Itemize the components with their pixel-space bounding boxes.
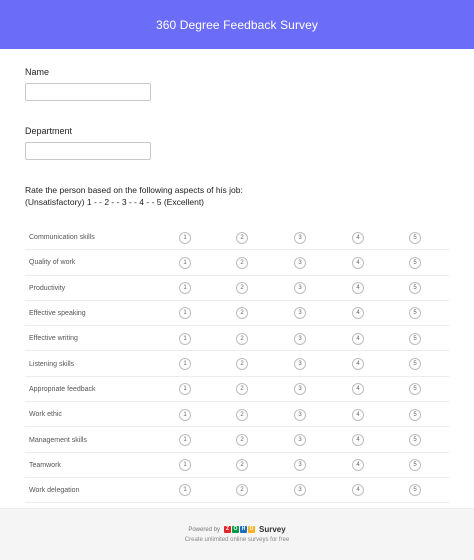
- rating-radio[interactable]: 5: [409, 257, 421, 269]
- rating-radio[interactable]: 2: [236, 434, 248, 446]
- matrix-row: [25, 250, 449, 275]
- rating-radio[interactable]: 5: [409, 333, 421, 345]
- rating-radio[interactable]: 2: [236, 358, 248, 370]
- footer: [0, 508, 474, 560]
- rating-radio[interactable]: 1: [179, 358, 191, 370]
- matrix-row: [25, 301, 449, 326]
- matrix-row: [25, 351, 449, 376]
- row-label: Effective speaking: [29, 310, 86, 318]
- rating-question: [25, 184, 445, 208]
- name-field[interactable]: [25, 83, 151, 101]
- rating-radio[interactable]: 4: [352, 232, 364, 244]
- rating-radio[interactable]: 5: [409, 282, 421, 294]
- department-label: Department: [25, 126, 73, 136]
- row-label: Teamwork: [29, 461, 61, 469]
- powered-by-row: [0, 525, 474, 534]
- row-label: Effective writing: [29, 335, 78, 343]
- brand-name[interactable]: Survey: [259, 525, 286, 534]
- rating-radio[interactable]: 5: [409, 383, 421, 395]
- rating-radio[interactable]: 3: [294, 459, 306, 471]
- zoho-logo[interactable]: [224, 526, 255, 533]
- matrix-row: [25, 478, 449, 503]
- rating-radio[interactable]: 3: [294, 409, 306, 421]
- row-label: Quality of work: [29, 259, 76, 267]
- rating-radio[interactable]: 2: [236, 282, 248, 294]
- matrix-row: [25, 427, 449, 452]
- rating-radio[interactable]: 2: [236, 307, 248, 319]
- rating-radio[interactable]: 5: [409, 232, 421, 244]
- rating-radio[interactable]: 1: [179, 459, 191, 471]
- rating-radio[interactable]: 5: [409, 434, 421, 446]
- rating-radio[interactable]: 3: [294, 282, 306, 294]
- rating-radio[interactable]: 2: [236, 409, 248, 421]
- row-label: Work delegation: [29, 487, 80, 495]
- rating-radio[interactable]: 1: [179, 434, 191, 446]
- rating-radio[interactable]: 5: [409, 307, 421, 319]
- row-label: Management skills: [29, 436, 87, 444]
- rating-radio[interactable]: 4: [352, 383, 364, 395]
- matrix-row: [25, 326, 449, 351]
- rating-radio[interactable]: 5: [409, 358, 421, 370]
- row-label: Work ethic: [29, 411, 62, 419]
- rating-radio[interactable]: 3: [294, 307, 306, 319]
- row-label: Communication skills: [29, 234, 95, 242]
- rating-radio[interactable]: 4: [352, 333, 364, 345]
- rating-radio[interactable]: 2: [236, 232, 248, 244]
- powered-by-text: Powered by: [188, 526, 220, 533]
- matrix-row: [25, 276, 449, 301]
- footer-tagline[interactable]: Create unlimited online surveys for free: [184, 537, 290, 543]
- matrix-row: [25, 377, 449, 402]
- row-label: Appropriate feedback: [29, 385, 96, 393]
- rating-radio[interactable]: 2: [236, 484, 248, 496]
- rating-radio[interactable]: 3: [294, 358, 306, 370]
- rating-radio[interactable]: 1: [179, 257, 191, 269]
- logo-letter: O: [249, 526, 254, 532]
- logo-letter: O: [233, 526, 238, 532]
- rating-radio[interactable]: 4: [352, 409, 364, 421]
- rating-radio[interactable]: 1: [179, 282, 191, 294]
- rating-radio[interactable]: 2: [236, 383, 248, 395]
- logo-letter: Z: [225, 526, 230, 532]
- rating-radio[interactable]: 4: [352, 459, 364, 471]
- rating-radio[interactable]: 4: [352, 257, 364, 269]
- rating-radio[interactable]: 1: [179, 409, 191, 421]
- department-field[interactable]: [25, 142, 151, 160]
- rating-radio[interactable]: 1: [179, 232, 191, 244]
- rating-radio[interactable]: 4: [352, 484, 364, 496]
- matrix-row: [25, 225, 449, 250]
- rating-radio[interactable]: 1: [179, 333, 191, 345]
- rating-radio[interactable]: 1: [179, 484, 191, 496]
- rating-radio[interactable]: 2: [236, 459, 248, 471]
- rating-radio[interactable]: 2: [236, 257, 248, 269]
- rating-radio[interactable]: 5: [409, 484, 421, 496]
- rating-radio[interactable]: 5: [409, 459, 421, 471]
- rating-radio[interactable]: 4: [352, 282, 364, 294]
- rating-radio[interactable]: 3: [294, 257, 306, 269]
- logo-letter: H: [241, 526, 246, 532]
- rating-radio[interactable]: 2: [236, 333, 248, 345]
- row-label: Listening skills: [29, 360, 75, 368]
- rating-radio[interactable]: 3: [294, 434, 306, 446]
- row-label: Productivity: [29, 284, 66, 292]
- rating-radio[interactable]: 4: [352, 307, 364, 319]
- rating-radio[interactable]: 3: [294, 333, 306, 345]
- matrix-row: [25, 453, 449, 478]
- rating-radio[interactable]: 1: [179, 307, 191, 319]
- page-title: 360 Degree Feedback Survey: [155, 17, 319, 32]
- rating-radio[interactable]: 1: [179, 383, 191, 395]
- rating-radio[interactable]: 5: [409, 409, 421, 421]
- rating-radio[interactable]: 3: [294, 484, 306, 496]
- rating-radio[interactable]: 3: [294, 232, 306, 244]
- rating-radio[interactable]: 3: [294, 383, 306, 395]
- rating-matrix: [25, 225, 449, 503]
- scale-description: (Unsatisfactory) 1 - - 2 - - 3 - - 4 - - 5 (Excellent): [25, 197, 205, 207]
- survey-header: [0, 0, 474, 49]
- name-label: Name: [25, 67, 50, 77]
- question-text: Rate the person based on the following aspects of his job:: [25, 185, 243, 195]
- rating-radio[interactable]: 4: [352, 358, 364, 370]
- matrix-row: [25, 402, 449, 427]
- rating-radio[interactable]: 4: [352, 434, 364, 446]
